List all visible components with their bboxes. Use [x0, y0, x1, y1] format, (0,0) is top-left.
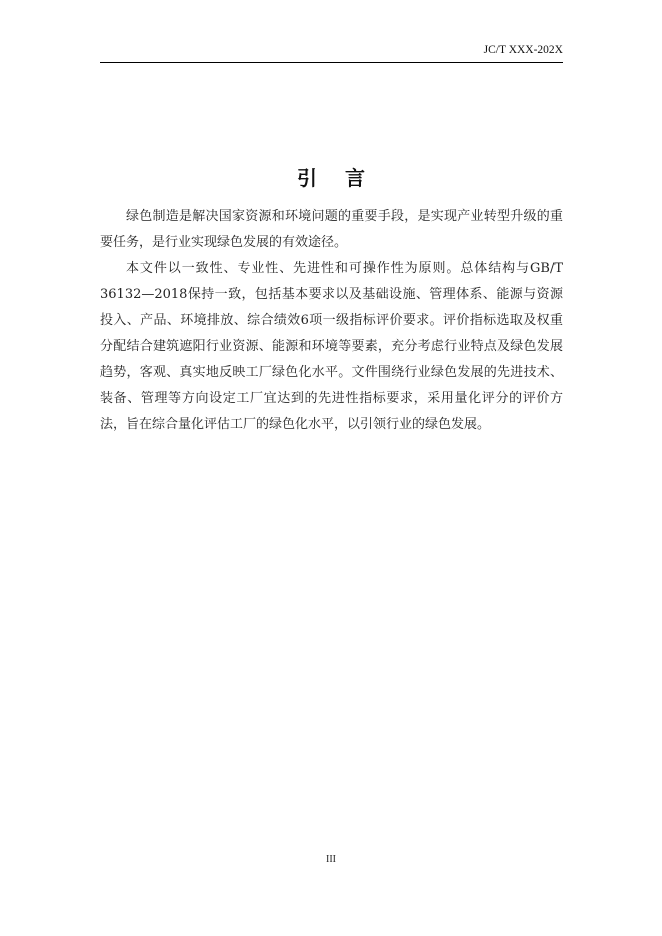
- page-header: [100, 40, 563, 63]
- page-number: III: [326, 854, 336, 865]
- paragraph: 本文件以一致性、专业性、先进性和可操作性为原则。总体结构与GB/T 36132—2018保持一致，包括基本要求以及基础设施、管理体系、能源与资源投入、产品、环境排放、综合绩效6项一级指标评价要求。评价指标选取及权重分配结合建筑遮阳行业资源、能源和环境等要素，充分考虑行业特点及绿色发展趋势，客观、真实地反映工厂绿色化水平。文件围绕行业绿色发展的先进技术、装备、管理等方向设定工厂宜达到的先进性指标要求，采用量化评分的评价方法，旨在综合量化评估工厂的绿色化水平，以引领行业的绿色发展。: [100, 261, 563, 432]
- paragraph: 绿色制造是解决国家资源和环境问题的重要手段，是实现产业转型升级的重要任务，是行业实现绿色发展的有效途径。: [100, 209, 563, 250]
- standard-code: JC/T XXX-202X: [483, 44, 563, 56]
- section-title: 引言: [297, 166, 393, 190]
- body-text: [100, 204, 563, 438]
